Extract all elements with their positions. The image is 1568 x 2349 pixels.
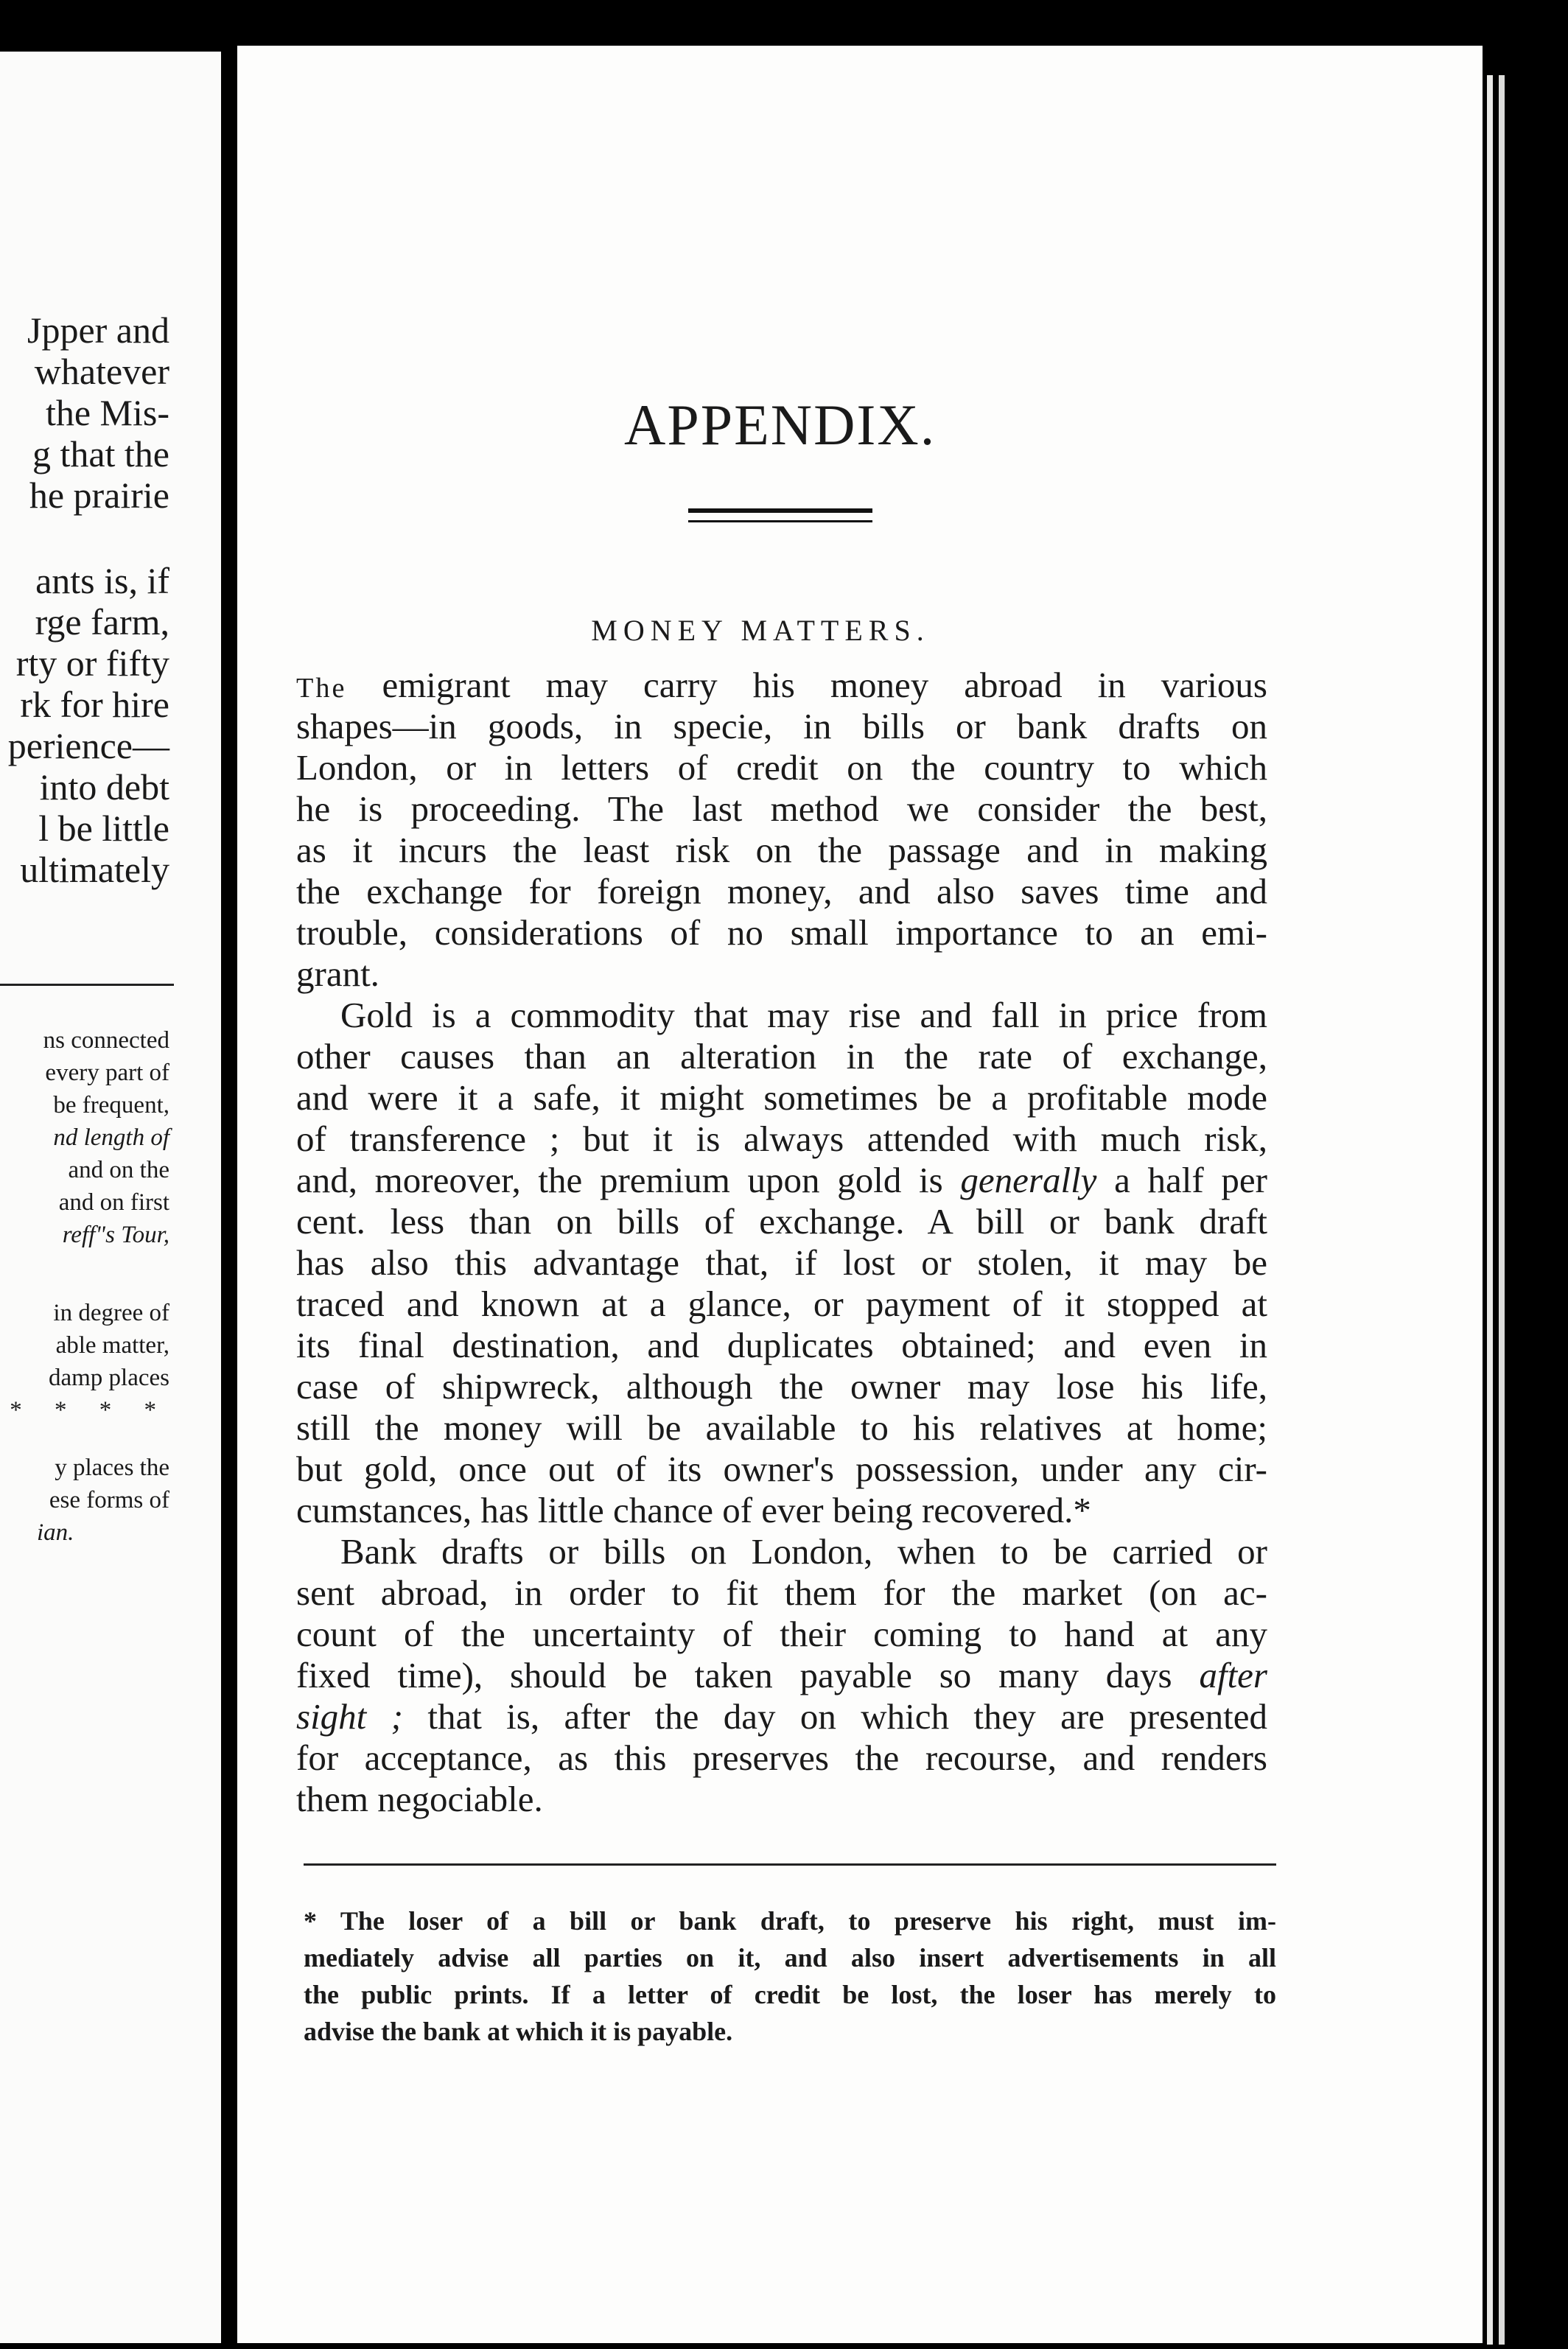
facing-asterisks: * * * * bbox=[10, 1397, 169, 1424]
facing-line: whatever bbox=[34, 351, 169, 392]
body-line: shapes—in goods, in specie, in bills or bank drafts on bbox=[296, 706, 1267, 746]
footnote-line: * The loser of a bill or bank draft, to preserve his right, must im- bbox=[304, 1906, 1276, 1936]
facing-footnote-line: and on first bbox=[58, 1189, 169, 1216]
footnote-line: advise the bank at which it is payable. bbox=[304, 2017, 733, 2046]
drop-word: The bbox=[296, 673, 347, 704]
body-line: Bank drafts or bills on London, when to be carried or bbox=[340, 1531, 1267, 1572]
body-line: still the money will be available to his relatives at home; bbox=[296, 1407, 1267, 1448]
facing-footnote-line: in degree of bbox=[53, 1300, 169, 1326]
title-rule-thin bbox=[688, 520, 872, 522]
facing-footnote-line: reff"s Tour, bbox=[62, 1222, 169, 1248]
facing-line: g that the bbox=[32, 433, 169, 475]
facing-line: the Mis- bbox=[45, 392, 169, 433]
body-line: traced and known at a glance, or payment of it stopped at bbox=[296, 1284, 1267, 1324]
title-rule-thick bbox=[688, 508, 872, 513]
facing-footnote-line: every part of bbox=[45, 1060, 169, 1086]
facing-footnote-line: y places the bbox=[55, 1454, 169, 1481]
appendix-page bbox=[237, 46, 1483, 2343]
body-line: grant. bbox=[296, 953, 379, 994]
body-line: fixed time), should be taken payable so many days after bbox=[296, 1655, 1267, 1695]
page-edge bbox=[1487, 75, 1493, 2345]
facing-footnote-line: be frequent, bbox=[53, 1092, 169, 1119]
facing-footnote-line: ese forms of bbox=[49, 1487, 169, 1513]
body-line: its final destination, and duplicates obtained; and even in bbox=[296, 1325, 1267, 1365]
emphasis: sight ; bbox=[296, 1696, 403, 1737]
footnote-line: mediately advise all parties on it, and also insert advertisements in all bbox=[304, 1943, 1276, 1972]
body-line: Gold is a commodity that may rise and fall in price from bbox=[340, 995, 1267, 1035]
body-line: and were it a safe, it might sometimes be a profitable mode bbox=[296, 1077, 1267, 1118]
facing-line: l be little bbox=[38, 808, 169, 849]
body-line: for acceptance, as this preserves the recourse, and renders bbox=[296, 1737, 1267, 1778]
facing-line: rge farm, bbox=[35, 601, 169, 643]
body-line: he is proceeding. The last method we consider the best, bbox=[296, 788, 1267, 829]
emphasis: after bbox=[1199, 1655, 1267, 1695]
body-line: other causes than an alteration in the rate of exchange, bbox=[296, 1036, 1267, 1077]
body-line: The emigrant may carry his money abroad in various bbox=[296, 665, 1267, 705]
facing-line: ultimately bbox=[20, 849, 169, 890]
body-line: sent abroad, in order to fit them for the market (on ac- bbox=[296, 1572, 1267, 1613]
body-line: and, moreover, the premium upon gold is generally a half per bbox=[296, 1160, 1267, 1200]
facing-line: rty or fifty bbox=[15, 643, 169, 684]
body-line: trouble, considerations of no small importance to an emi- bbox=[296, 912, 1267, 953]
facing-page bbox=[0, 52, 221, 2343]
body-line: count of the uncertainty of their coming to hand at any bbox=[296, 1614, 1267, 1654]
facing-line: into debt bbox=[39, 766, 169, 808]
body-line: case of shipwreck, although the owner may lose his life, bbox=[296, 1366, 1267, 1407]
footnote-line: the public prints. If a letter of credit be lost, the loser has merely to bbox=[304, 1980, 1276, 2009]
body-line: London, or in letters of credit on the country to which bbox=[296, 747, 1267, 788]
page-edge bbox=[1499, 75, 1505, 2345]
facing-line: Jpper and bbox=[27, 309, 169, 351]
facing-footnote-line: nd length of bbox=[53, 1124, 169, 1151]
body-line: but gold, once out of its owner's possession, under any cir- bbox=[296, 1449, 1267, 1489]
body-line: them negociable. bbox=[296, 1779, 543, 1819]
body-line: of transference ; but it is always attended with much risk, bbox=[296, 1119, 1267, 1159]
footnote-rule bbox=[304, 1863, 1276, 1866]
facing-footnote-line: and on the bbox=[68, 1157, 169, 1183]
facing-line: ants is, if bbox=[35, 560, 169, 601]
facing-footnote-line: able matter, bbox=[55, 1332, 169, 1359]
facing-line: he prairie bbox=[29, 475, 169, 516]
page-title: APPENDIX. bbox=[624, 393, 937, 457]
section-heading: MONEY MATTERS. bbox=[591, 614, 930, 647]
body-line: cent. less than on bills of exchange. A bill or bank draft bbox=[296, 1201, 1267, 1242]
facing-footnote-line: ian. bbox=[37, 1519, 74, 1546]
facing-footnote-rule bbox=[0, 984, 174, 986]
body-line: cumstances, has little chance of ever being recovered.* bbox=[296, 1490, 1091, 1530]
body-line: has also this advantage that, if lost or stolen, it may be bbox=[296, 1242, 1267, 1283]
facing-line: perience— bbox=[7, 725, 169, 766]
facing-footnote-line: ns connected bbox=[43, 1027, 169, 1054]
body-line: the exchange for foreign money, and also saves time and bbox=[296, 871, 1267, 911]
body-line: sight ; that is, after the day on which they are presented bbox=[296, 1696, 1267, 1737]
facing-footnote-line: damp places bbox=[48, 1365, 169, 1391]
body-line: as it incurs the least risk on the passage and in making bbox=[296, 830, 1267, 870]
facing-line: rk for hire bbox=[20, 684, 169, 725]
emphasis: generally bbox=[960, 1160, 1097, 1200]
